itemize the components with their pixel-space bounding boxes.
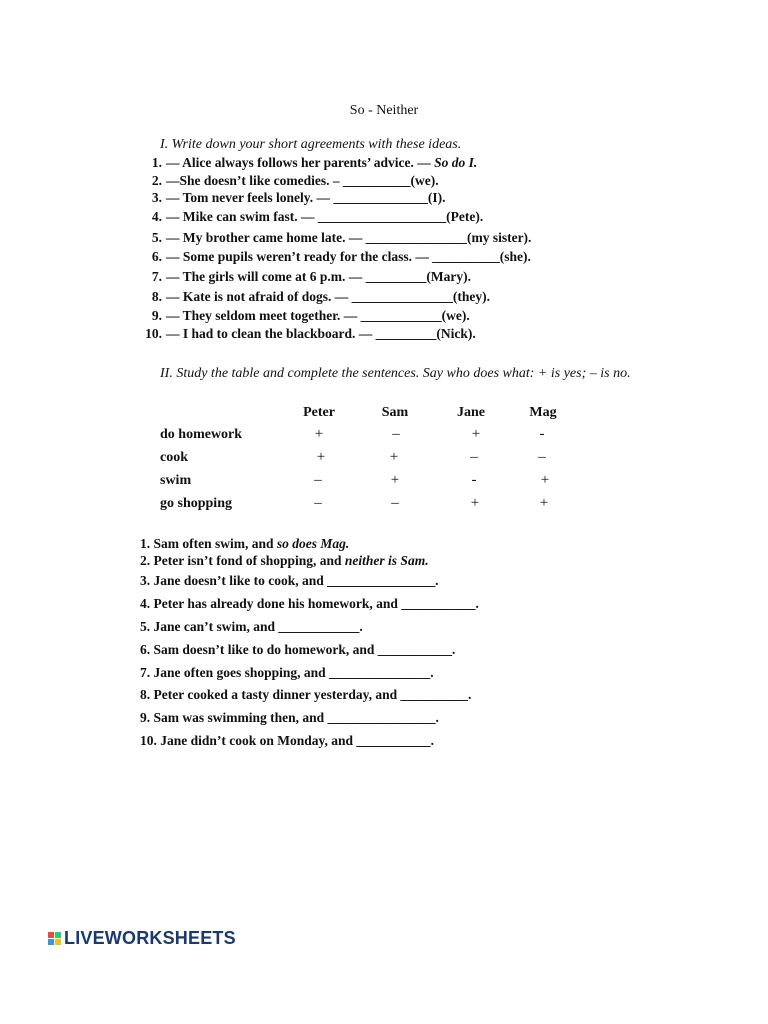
item-number: 6. bbox=[151, 249, 162, 264]
logo-square bbox=[55, 932, 61, 938]
logo-square bbox=[48, 939, 54, 945]
logo-square bbox=[48, 932, 54, 938]
part1-item bbox=[140, 190, 446, 206]
logo-mark-icon bbox=[48, 932, 61, 945]
item-text: — Mike can swim fast. — ___________________(Pete). bbox=[166, 209, 484, 224]
row-label: cook bbox=[160, 450, 188, 465]
table-cell: + bbox=[471, 426, 481, 442]
item-number: 5. bbox=[151, 230, 162, 245]
table-cell: + bbox=[314, 426, 324, 442]
part1-item bbox=[140, 269, 471, 285]
worksheet-title: So - Neither bbox=[349, 103, 419, 118]
item-text: — My brother came home late. — _______________(my sister). bbox=[166, 230, 532, 245]
part1-item bbox=[140, 173, 439, 189]
part2-sentence: 5. Jane can’t swim, and ____________. bbox=[140, 619, 363, 634]
logo-text: LIVEWORKSHEETS bbox=[64, 928, 236, 948]
example-answer: So do I. bbox=[434, 155, 478, 170]
part1-instruction: I. Write down your short agreements with these ideas. bbox=[160, 137, 462, 152]
part2-sentence: 8. Peter cooked a tasty dinner yesterday, and __________. bbox=[140, 687, 472, 702]
part1-item bbox=[140, 326, 476, 342]
column-header: Mag bbox=[529, 405, 557, 420]
part1-item bbox=[140, 308, 470, 324]
part1-item bbox=[140, 230, 531, 246]
part2-instruction: II. Study the table and complete the sentences. Say who does what: + is yes; – is no. bbox=[160, 366, 631, 381]
item-text: — Alice always follows her parents’ advice. — bbox=[166, 155, 435, 170]
part2-sentence bbox=[140, 536, 349, 552]
table-cell: – bbox=[391, 495, 399, 511]
table-cell: – bbox=[392, 426, 400, 442]
table-cell: + bbox=[539, 495, 549, 511]
table-cell: – bbox=[314, 495, 322, 511]
sentence-text: 1. Sam often swim, and bbox=[140, 536, 277, 551]
row-label: go shopping bbox=[160, 496, 232, 511]
item-number: 8. bbox=[151, 289, 162, 304]
item-number: 3. bbox=[151, 190, 162, 205]
part2-sentence: 6. Sam doesn’t like to do homework, and ___________. bbox=[140, 642, 456, 657]
table-cell: - bbox=[471, 472, 477, 488]
item-text: — I had to clean the blackboard. — _________(Nick). bbox=[166, 326, 476, 341]
column-header: Sam bbox=[381, 405, 409, 420]
table-cell: - bbox=[539, 426, 545, 442]
column-header: Jane bbox=[457, 405, 485, 420]
logo-square bbox=[55, 939, 61, 945]
table-cell: + bbox=[390, 472, 400, 488]
part1-item bbox=[140, 249, 531, 265]
example-answer: so does Mag. bbox=[276, 536, 350, 551]
item-number: 2. bbox=[151, 173, 162, 188]
item-text: — The girls will come at 6 p.m. — _________(Mary). bbox=[166, 269, 471, 284]
item-text: — Tom never feels lonely. — ______________(I). bbox=[166, 190, 446, 205]
liveworksheets-logo[interactable] bbox=[48, 928, 236, 949]
table-cell: – bbox=[538, 449, 546, 465]
table-cell: + bbox=[540, 472, 550, 488]
item-number: 9. bbox=[151, 308, 162, 323]
item-text: — They seldom meet together. — ____________(we). bbox=[166, 308, 470, 323]
part2-sentence: 9. Sam was swimming then, and ________________. bbox=[140, 710, 439, 725]
table-cell: – bbox=[470, 449, 478, 465]
table-cell: – bbox=[314, 472, 322, 488]
part2-sentence: 4. Peter has already done his homework, and ___________. bbox=[140, 596, 479, 611]
example-answer: neither is Sam. bbox=[344, 553, 429, 568]
item-text: — Kate is not afraid of dogs. — _______________(they). bbox=[166, 289, 490, 304]
part1-item bbox=[140, 155, 477, 171]
sentence-text: 2. Peter isn’t fond of shopping, and bbox=[140, 553, 345, 568]
table-cell: + bbox=[316, 449, 326, 465]
part1-item bbox=[140, 289, 490, 305]
part2-sentence bbox=[140, 553, 429, 569]
part1-item bbox=[140, 209, 483, 225]
item-number: 1. bbox=[151, 155, 162, 170]
item-text: — Some pupils weren’t ready for the class. — __________(she). bbox=[166, 249, 531, 264]
table-cell: + bbox=[389, 449, 399, 465]
part2-sentence: 10. Jane didn’t cook on Monday, and ___________. bbox=[140, 733, 435, 748]
part2-sentence: 7. Jane often goes shopping, and _______________. bbox=[140, 665, 434, 680]
item-number: 10. bbox=[145, 326, 162, 341]
row-label: swim bbox=[160, 473, 192, 488]
part2-sentence: 3. Jane doesn’t like to cook, and ________________. bbox=[140, 573, 439, 588]
table-cell: + bbox=[470, 495, 480, 511]
row-label: do homework bbox=[160, 427, 243, 442]
item-number: 4. bbox=[151, 209, 162, 224]
item-text: —She doesn’t like comedies. – __________(we). bbox=[166, 173, 439, 188]
column-header: Peter bbox=[303, 405, 335, 420]
item-number: 7. bbox=[151, 269, 162, 284]
